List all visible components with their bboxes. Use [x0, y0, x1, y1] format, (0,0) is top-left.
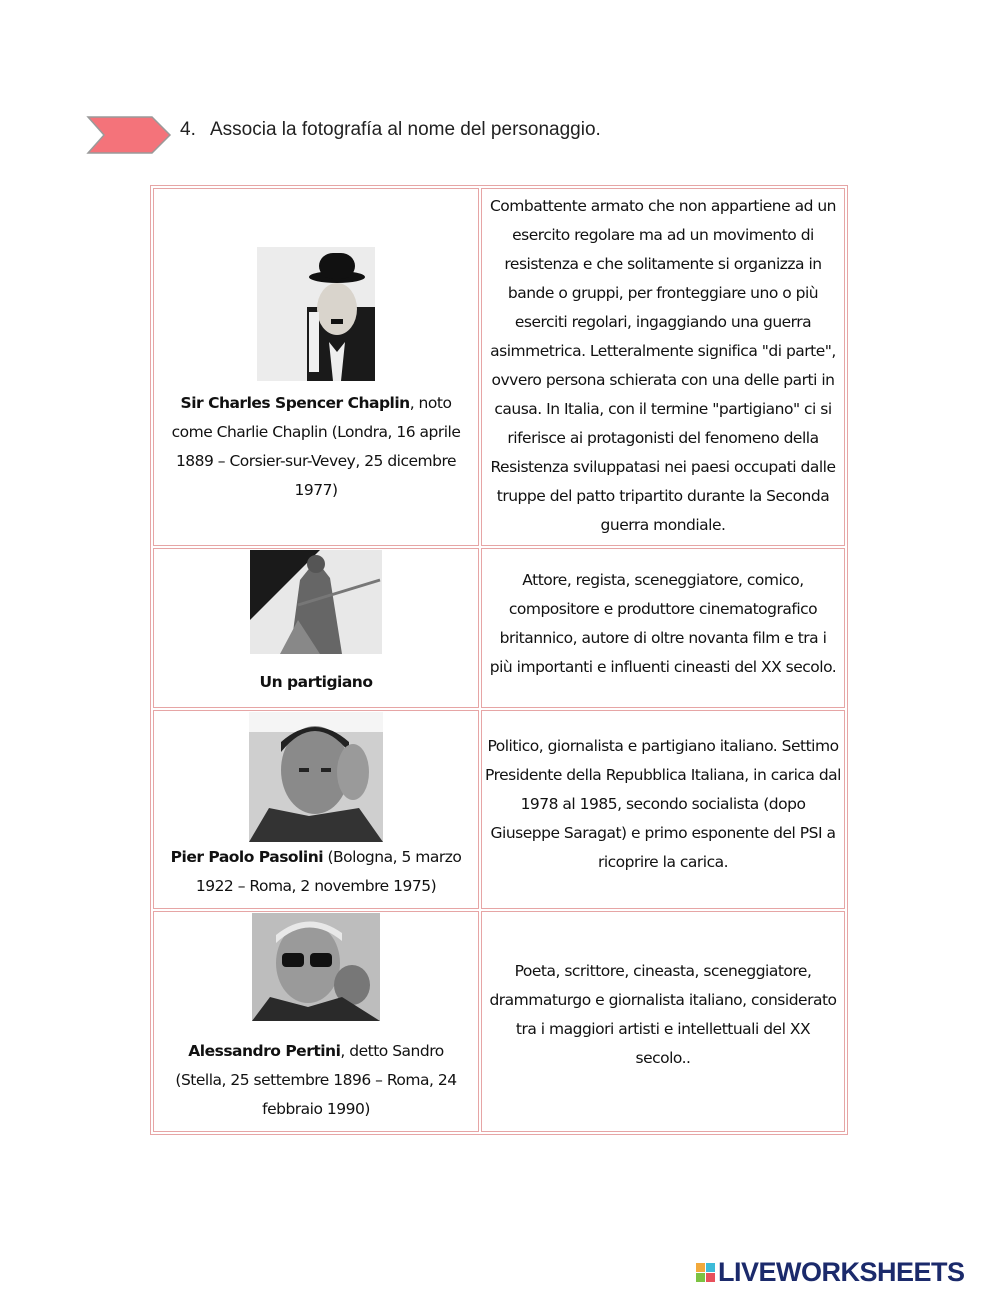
chaplin-photo[interactable]	[257, 247, 375, 381]
description-text: Attore, regista, sceneggiatore, comico, compositore e produttore cinematografico britannico, autore di oltre novanta film e tra i più importanti e influenti cineasti del XX secolo.	[489, 571, 837, 676]
arrow-bullet-icon	[86, 115, 172, 155]
cell-pasolini	[153, 710, 479, 909]
person-details: (Bologna, 5 marzo 1922 – Roma, 2 novembre 1975)	[195, 848, 462, 895]
pertini-photo[interactable]	[252, 913, 380, 1021]
description-cell	[481, 548, 845, 708]
cell-pertini	[153, 911, 479, 1132]
person-name: Pier Paolo Pasolini	[170, 848, 324, 866]
table-row	[153, 911, 845, 1132]
table-row	[153, 710, 845, 909]
matching-table	[150, 185, 848, 1135]
table-row	[153, 548, 845, 708]
exercise-number: 4.	[180, 119, 196, 140]
description-cell	[481, 911, 845, 1132]
person-name: Alessandro Pertini	[188, 1042, 341, 1060]
pasolini-photo[interactable]	[249, 712, 383, 842]
cell-partigiano	[153, 548, 479, 708]
partisan-statue-photo[interactable]	[250, 550, 382, 654]
description-text: Combattente armato che non appartiene ad un esercito regolare ma ad un movimento di resistenza e che solitamente si organizza in bande o gruppi, per fronteggiare uno o più eserciti regolari, ingaggiando una guerra asimmetrica. Letteralmente significa "di parte", ovvero persona schierata con una delle parti in causa. In Italia, con il termine "partigiano" ci si riferisce ai protagonisti del fenomeno della Resistenza sviluppatasi nei paesi occupati dalle truppe del patto tripartito durante la Seconda guerra mondiale.	[489, 197, 836, 534]
person-details: , noto come Charlie Chaplin (Londra, 16 aprile 1889 – Corsier-sur-Vevey, 25 dicembre 1977)	[171, 394, 461, 499]
exercise-heading	[180, 119, 601, 141]
cell-chaplin	[153, 188, 479, 546]
logo-blocks-icon	[696, 1263, 715, 1282]
table-row	[153, 188, 845, 546]
exercise-instruction: Associa la fotografía al nome del personaggio.	[210, 119, 601, 140]
person-name: Un partigiano	[259, 673, 373, 691]
description-cell	[481, 188, 845, 546]
person-details: , detto Sandro (Stella, 25 settembre 1896 – Roma, 24 febbraio 1990)	[175, 1042, 457, 1118]
description-text: Politico, giornalista e partigiano italiano. Settimo Presidente della Repubblica Italiana, in carica dal 1978 al 1985, secondo socialista (dopo Giuseppe Saragat) e primo esponente del PSI a ricoprire la carica.	[485, 737, 841, 871]
description-cell	[481, 710, 845, 909]
person-name: Sir Charles Spencer Chaplin	[180, 394, 410, 412]
logo-text: LIVEWORKSHEETS	[718, 1257, 965, 1287]
description-text: Poeta, scrittore, cineasta, sceneggiatore, drammaturgo e giornalista italiano, considerato tra i maggiori artisti e intellettuali del XX secolo..	[489, 962, 837, 1067]
liveworksheets-logo	[696, 1257, 965, 1288]
